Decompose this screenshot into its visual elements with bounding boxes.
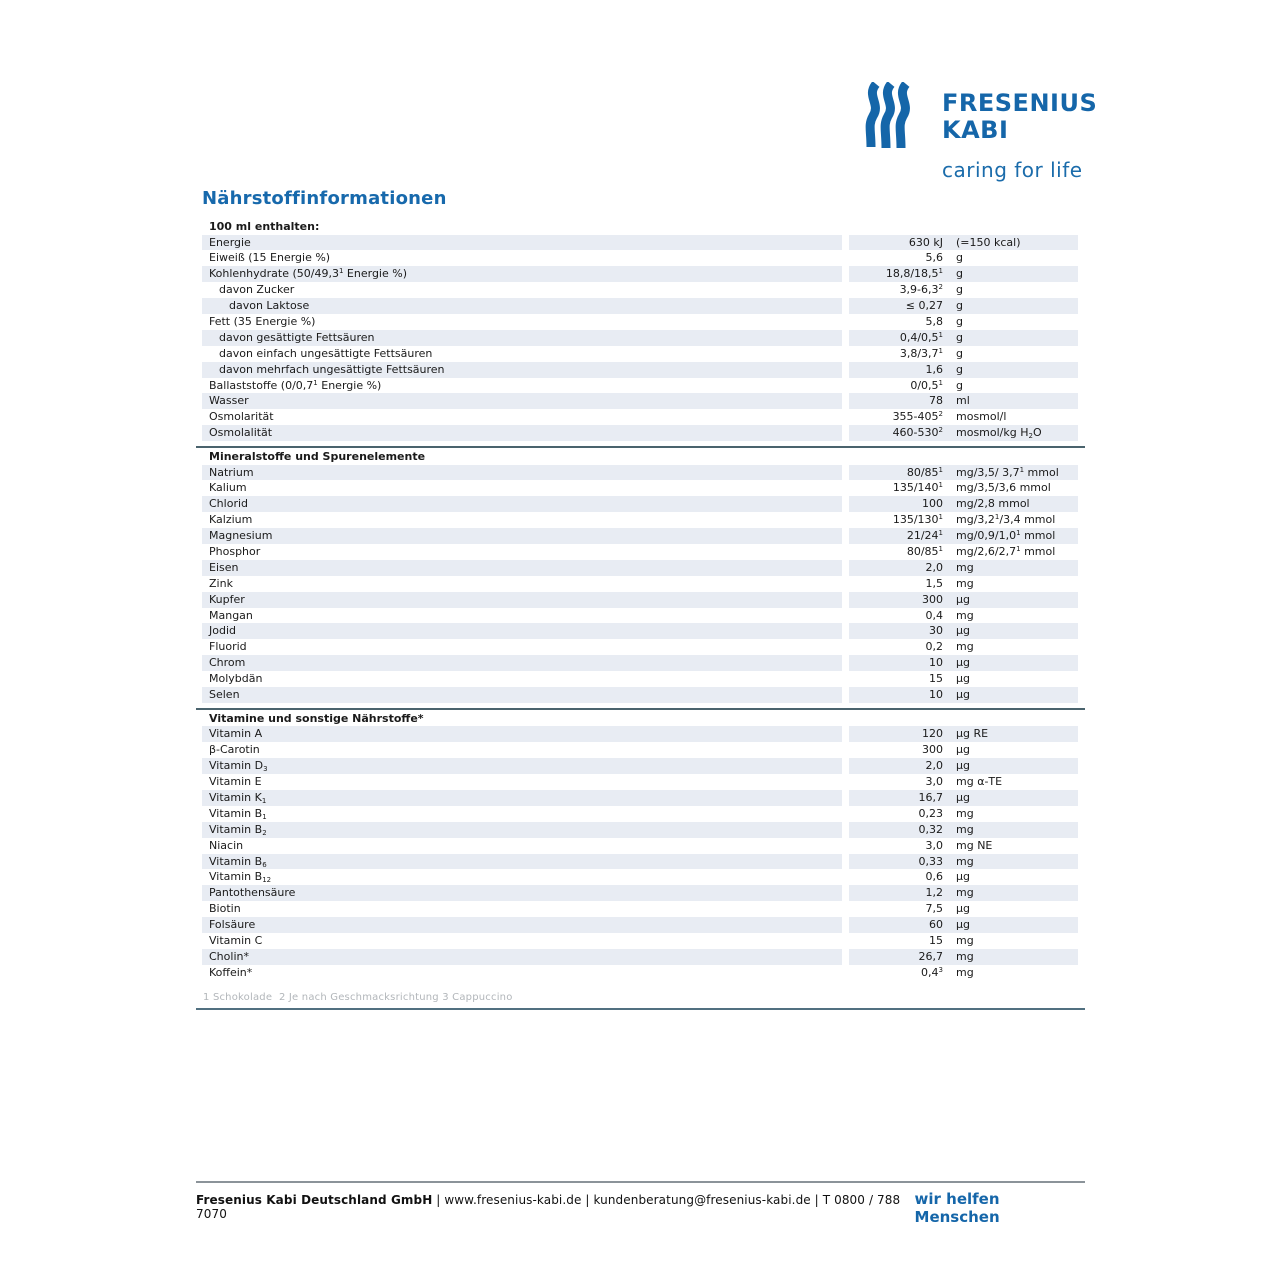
row-unit: mg/2,8 mmol — [956, 497, 1030, 511]
row-unit: mg — [956, 854, 974, 868]
column-gutter — [842, 528, 849, 544]
row-unit: $mg/0,9/1,0^1$ mmol — [956, 529, 1056, 543]
column-gutter — [842, 393, 849, 409]
table-row — [202, 790, 1085, 806]
row-unit: g — [956, 267, 963, 281]
row-value-unit-cell — [849, 790, 1078, 806]
table-row — [202, 362, 1085, 378]
table-row — [202, 346, 1085, 362]
row-label: Mangan — [209, 608, 253, 622]
table-row — [202, 314, 1085, 330]
row-value-unit-cell — [849, 758, 1078, 774]
row-value: 15 — [929, 934, 943, 948]
row-value: $135/130^1$ — [892, 513, 943, 527]
section-header: Mineralstoffe und Spurenelemente — [209, 450, 426, 464]
row-label: Vitamin E — [209, 775, 262, 789]
section-header: 100 ml enthalten: — [209, 220, 320, 233]
row-label: Biotin — [209, 902, 241, 916]
column-gutter — [842, 790, 849, 806]
row-label: Vitamin $B_1$ — [209, 806, 267, 821]
row-unit: mg — [956, 886, 974, 900]
row-value: 7,5 — [925, 902, 943, 916]
row-value-unit-cell — [849, 901, 1078, 917]
row-label: Fett (35 Energie %) — [209, 314, 316, 328]
column-gutter — [842, 266, 849, 282]
column-gutter — [842, 378, 849, 394]
row-value: 0,23 — [918, 806, 943, 820]
row-value-unit-cell — [849, 544, 1078, 560]
column-gutter — [842, 687, 849, 703]
column-gutter — [842, 314, 849, 330]
row-value: 0,6 — [925, 870, 943, 884]
row-label: Vitamin $K_1$ — [202, 790, 842, 806]
row-label: Vitamin C — [209, 934, 263, 948]
table-row — [202, 378, 1085, 394]
table-row — [202, 949, 1085, 965]
column-gutter — [842, 480, 849, 496]
row-value-unit-cell — [849, 282, 1078, 298]
logo-top-row — [860, 82, 1098, 152]
table-row — [202, 465, 1085, 481]
row-value: $80/85^1$ — [906, 465, 943, 479]
row-value-unit-cell — [849, 512, 1078, 528]
column-gutter — [842, 409, 849, 425]
row-value: $3,9-6,3^2$ — [899, 283, 943, 297]
column-gutter — [842, 774, 849, 790]
section-divider — [196, 708, 1085, 710]
row-value: 30 — [929, 624, 943, 638]
row-unit: µg — [956, 672, 970, 686]
column-gutter — [842, 639, 849, 655]
column-gutter — [842, 465, 849, 481]
row-value-unit-cell — [849, 687, 1078, 703]
row-label: Chrom — [202, 655, 842, 671]
row-label: Fluorid — [209, 640, 247, 654]
row-value: $135/140^1$ — [892, 481, 943, 495]
row-unit: g — [956, 299, 963, 313]
row-value: 0,2 — [925, 640, 943, 654]
row-value: $3,8/3,7^1$ — [899, 346, 943, 360]
table-row — [202, 726, 1085, 742]
row-value-unit-cell — [849, 639, 1078, 655]
column-gutter — [842, 933, 849, 949]
row-value-unit-cell — [849, 480, 1078, 496]
column-gutter — [842, 592, 849, 608]
row-value-unit-cell — [849, 623, 1078, 639]
page-content — [196, 0, 1098, 1280]
row-value-unit-cell — [849, 869, 1078, 885]
column-gutter — [842, 544, 849, 560]
column-gutter — [842, 250, 849, 266]
table-row — [202, 623, 1085, 639]
table-row — [202, 496, 1085, 512]
row-value-unit-cell — [849, 346, 1078, 362]
row-unit: mg — [956, 560, 974, 574]
row-label: davon Laktose — [202, 298, 842, 314]
table-row — [202, 687, 1085, 703]
row-label: Kupfer — [202, 592, 842, 608]
row-unit: mg — [956, 806, 974, 820]
row-label: davon mehrfach ungesättigte Fettsäuren — [202, 362, 842, 378]
row-value: 5,8 — [925, 314, 943, 328]
table-row — [202, 917, 1085, 933]
table-row — [202, 576, 1085, 592]
row-label: Vitamin $D_3$ — [202, 758, 842, 774]
row-unit: µg — [956, 743, 970, 757]
row-label: Vitamin $B_2$ — [202, 822, 842, 838]
row-value: 15 — [929, 672, 943, 686]
row-unit: mg/3,5/3,6 mmol — [956, 481, 1051, 495]
column-gutter — [842, 560, 849, 576]
row-value: 3,0 — [925, 775, 943, 789]
row-label: Molybdän — [209, 672, 263, 686]
row-label: davon einfach ungesättigte Fettsäuren — [219, 346, 433, 360]
row-value: $80/85^1$ — [906, 545, 943, 559]
row-value-unit-cell — [849, 362, 1078, 378]
row-value-unit-cell — [849, 592, 1078, 608]
row-value-unit-cell — [849, 917, 1078, 933]
row-unit: µg — [956, 870, 970, 884]
row-value-unit-cell — [849, 378, 1078, 394]
column-gutter — [842, 671, 849, 687]
row-unit: µg — [956, 902, 970, 916]
column-gutter — [842, 726, 849, 742]
row-unit: µg — [956, 918, 970, 932]
column-gutter — [842, 965, 849, 981]
row-unit: mosmol/kg $H_2O$ — [956, 426, 1042, 441]
section-divider — [196, 446, 1085, 448]
row-value-unit-cell — [849, 655, 1078, 671]
row-value-unit-cell — [849, 314, 1078, 330]
column-gutter — [842, 496, 849, 512]
table-row — [202, 425, 1085, 441]
page-title: Nährstoffinformationen — [202, 188, 447, 209]
row-label: Cholin* — [202, 949, 842, 965]
row-label: Kohlenhydrate (50/49,3$^1$ Energie %) — [202, 266, 842, 282]
table-row — [202, 282, 1085, 298]
table-row — [202, 560, 1085, 576]
row-value: 78 — [929, 394, 943, 408]
row-value: 630 kJ — [908, 235, 943, 249]
row-label: davon Zucker — [219, 283, 295, 297]
row-unit: µg — [956, 759, 970, 773]
row-value: 18,8/18,5$^1$ — [885, 267, 943, 281]
table-row — [202, 512, 1085, 528]
column-gutter — [842, 838, 849, 854]
table-row — [202, 235, 1085, 251]
row-unit: mg NE — [956, 838, 993, 852]
row-unit: $mg/2,6/2,7^1$ mmol — [956, 545, 1056, 559]
row-value: 300 — [922, 592, 943, 606]
row-value-unit-cell — [849, 671, 1078, 687]
row-value-unit-cell — [849, 330, 1078, 346]
footer-company: Fresenius Kabi Deutschland GmbH — [196, 1193, 433, 1207]
column-gutter — [842, 806, 849, 822]
row-unit: mg/3,5/ $3,7^1$ mmol — [956, 465, 1059, 479]
row-value: $0/0,5^1$ — [910, 378, 943, 392]
brand-wordmark — [942, 82, 1097, 144]
row-unit: µg — [956, 791, 970, 804]
row-unit: µg — [956, 656, 970, 670]
row-unit: mg — [956, 640, 974, 654]
column-gutter — [842, 758, 849, 774]
row-unit: µg — [956, 688, 970, 702]
table-row — [202, 933, 1085, 949]
row-label: Ballaststoffe ($0/0,7^1$ Energie %) — [209, 378, 382, 392]
column-gutter — [842, 346, 849, 362]
brand-tagline: caring for life — [942, 158, 1083, 182]
row-value: 0,32 — [918, 822, 943, 836]
table-row — [202, 298, 1085, 314]
fresenius-kabi-logo — [860, 82, 1098, 182]
row-unit: g — [956, 314, 963, 328]
column-gutter — [842, 235, 849, 251]
row-label: Magnesium — [202, 528, 842, 544]
row-value-unit-cell — [849, 496, 1078, 512]
row-value-unit-cell — [849, 576, 1078, 592]
row-label: Eisen — [202, 560, 842, 576]
column-gutter — [842, 425, 849, 441]
table-row — [202, 965, 1085, 981]
row-value: 0,33 — [918, 854, 943, 868]
row-value: 1,6 — [925, 362, 943, 376]
row-value-unit-cell — [849, 822, 1078, 838]
row-unit: g — [956, 362, 963, 376]
row-unit: g — [956, 346, 963, 360]
row-unit: mg α-TE — [956, 775, 1003, 789]
row-unit: (=150 kcal) — [956, 235, 1021, 249]
table-row — [202, 806, 1085, 822]
row-value-unit-cell — [849, 838, 1078, 854]
footer-contact-details: | www.fresenius-kabi.de | kundenberatung@fresenius-kabi.de | T 0800 / 788 7070 — [196, 1193, 901, 1221]
row-value: $0,4/0,5^1$ — [899, 330, 943, 344]
row-value: ≤ 0,27 — [905, 299, 943, 313]
column-gutter — [842, 576, 849, 592]
row-label: Vitamin A — [202, 726, 842, 742]
row-value-unit-cell — [849, 528, 1078, 544]
row-value: 3,0 — [925, 838, 943, 852]
row-value: $21/24^1$ — [906, 529, 943, 543]
row-value: 1,2 — [925, 886, 943, 900]
row-value-unit-cell — [849, 266, 1078, 282]
row-unit: g — [956, 330, 963, 344]
row-value: 60 — [929, 918, 943, 932]
table-row — [202, 671, 1085, 687]
row-value: 1,5 — [925, 576, 943, 590]
table-row — [202, 901, 1085, 917]
row-value: 10 — [929, 688, 943, 702]
row-value-unit-cell — [849, 774, 1078, 790]
row-value: 5,6 — [925, 251, 943, 265]
column-gutter — [842, 901, 849, 917]
table-row — [202, 639, 1085, 655]
row-label: Osmolarität — [209, 410, 274, 424]
row-value-unit-cell — [849, 949, 1078, 965]
row-unit: mg — [956, 934, 974, 948]
row-unit: g — [956, 283, 963, 297]
column-gutter — [842, 282, 849, 298]
row-label: Folsäure — [202, 917, 842, 933]
table-row — [202, 528, 1085, 544]
footnote: 1 Schokolade 2 Je nach Geschmacksrichtung 3 Cappuccino — [203, 991, 513, 1003]
row-label: Zink — [209, 576, 233, 590]
row-unit: mg — [956, 576, 974, 590]
table-row — [202, 822, 1085, 838]
brand-line1: FRESENIUS — [942, 89, 1098, 117]
row-value-unit-cell — [849, 235, 1078, 251]
footer-divider — [196, 1181, 1085, 1183]
table-row — [202, 409, 1085, 425]
row-label: Chlorid — [202, 496, 842, 512]
table-row — [202, 854, 1085, 870]
row-label: Osmolalität — [202, 425, 842, 441]
row-value-unit-cell — [849, 885, 1078, 901]
table-row — [202, 885, 1085, 901]
brand-line2: KABI — [942, 116, 1009, 144]
row-value-unit-cell — [849, 742, 1078, 758]
row-label: Kalium — [209, 481, 247, 495]
footer — [196, 1190, 1085, 1226]
row-value-unit-cell — [849, 726, 1078, 742]
column-gutter — [842, 623, 849, 639]
table-row — [202, 655, 1085, 671]
row-value: 300 — [922, 743, 943, 757]
row-label: Jodid — [202, 623, 842, 639]
table-row — [202, 742, 1085, 758]
footer-contact — [196, 1193, 915, 1221]
row-value: $460-530^2$ — [892, 426, 943, 440]
row-label: Energie — [202, 235, 842, 251]
footnote-divider — [196, 1008, 1085, 1010]
table-row — [202, 758, 1085, 774]
table-row — [202, 393, 1085, 409]
nutrition-table — [196, 219, 1085, 1010]
column-gutter — [842, 885, 849, 901]
row-label: Koffein* — [209, 965, 253, 979]
row-value: $355-405^2$ — [892, 410, 943, 424]
row-label: Niacin — [209, 838, 244, 852]
column-gutter — [842, 854, 849, 870]
row-value: 120 — [922, 727, 943, 741]
column-gutter — [842, 608, 849, 624]
table-row — [202, 250, 1085, 266]
footer-slogan: wir helfen Menschen — [914, 1190, 1000, 1226]
column-gutter — [842, 362, 849, 378]
row-value-unit-cell — [849, 560, 1078, 576]
row-value-unit-cell — [849, 965, 1078, 981]
row-label: Vitamin $B_{12}$ — [209, 870, 272, 885]
column-gutter — [842, 917, 849, 933]
column-gutter — [842, 869, 849, 885]
row-unit: µg — [956, 592, 970, 606]
row-label: Natrium — [202, 465, 842, 481]
row-value-unit-cell — [849, 393, 1078, 409]
row-value: $0,4^3$ — [921, 965, 943, 979]
row-label: Phosphor — [209, 545, 261, 559]
row-label: Eiweiß (15 Energie %) — [209, 251, 331, 265]
row-label: Selen — [202, 687, 842, 703]
column-gutter — [842, 949, 849, 965]
row-unit: mg — [956, 965, 974, 979]
row-unit: g — [956, 251, 963, 265]
column-gutter — [842, 822, 849, 838]
row-unit: µg RE — [956, 727, 989, 741]
row-value: 2,0 — [925, 560, 943, 574]
section-header: Vitamine und sonstige Nährstoffe* — [209, 711, 424, 725]
row-value: 26,7 — [918, 949, 943, 963]
row-value-unit-cell — [849, 409, 1078, 425]
row-value-unit-cell — [849, 465, 1078, 481]
row-value-unit-cell — [849, 806, 1078, 822]
row-value-unit-cell — [849, 425, 1078, 441]
table-row — [202, 774, 1085, 790]
table-row — [202, 592, 1085, 608]
column-gutter — [842, 655, 849, 671]
column-gutter — [842, 512, 849, 528]
row-unit: ml — [956, 394, 970, 408]
table-row — [202, 330, 1085, 346]
row-unit: mg — [956, 608, 974, 622]
row-value: 2,0 — [925, 759, 943, 773]
column-gutter — [842, 298, 849, 314]
row-unit: mg — [956, 949, 974, 963]
table-row — [202, 266, 1085, 282]
row-unit: mosmol/l — [956, 410, 1007, 424]
row-unit: mg — [956, 822, 974, 836]
table-row — [202, 480, 1085, 496]
row-value: 16,7 — [918, 791, 943, 804]
row-label: Wasser — [202, 393, 842, 409]
row-unit: µg — [956, 624, 970, 638]
row-unit: g — [956, 378, 963, 392]
table-row — [202, 544, 1085, 560]
row-unit: $mg/3,2^1/3,4$ mmol — [956, 513, 1056, 527]
column-gutter — [842, 742, 849, 758]
row-label: davon gesättigte Fettsäuren — [202, 330, 842, 346]
row-value-unit-cell — [849, 933, 1078, 949]
table-row — [202, 608, 1085, 624]
row-label: β-Carotin — [209, 743, 260, 757]
row-value: 10 — [929, 656, 943, 670]
row-label: Vitamin $B_6$ — [202, 854, 842, 870]
row-value-unit-cell — [849, 608, 1078, 624]
column-gutter — [842, 330, 849, 346]
table-row — [202, 838, 1085, 854]
row-label: Pantothensäure — [202, 885, 842, 901]
row-value: 100 — [922, 497, 943, 511]
table-row — [202, 869, 1085, 885]
row-value-unit-cell — [849, 250, 1078, 266]
row-value: 0,4 — [925, 608, 943, 622]
row-label: Kalzium — [209, 513, 253, 527]
fresenius-waves-icon — [860, 82, 932, 152]
row-value-unit-cell — [849, 854, 1078, 870]
row-value-unit-cell — [849, 298, 1078, 314]
